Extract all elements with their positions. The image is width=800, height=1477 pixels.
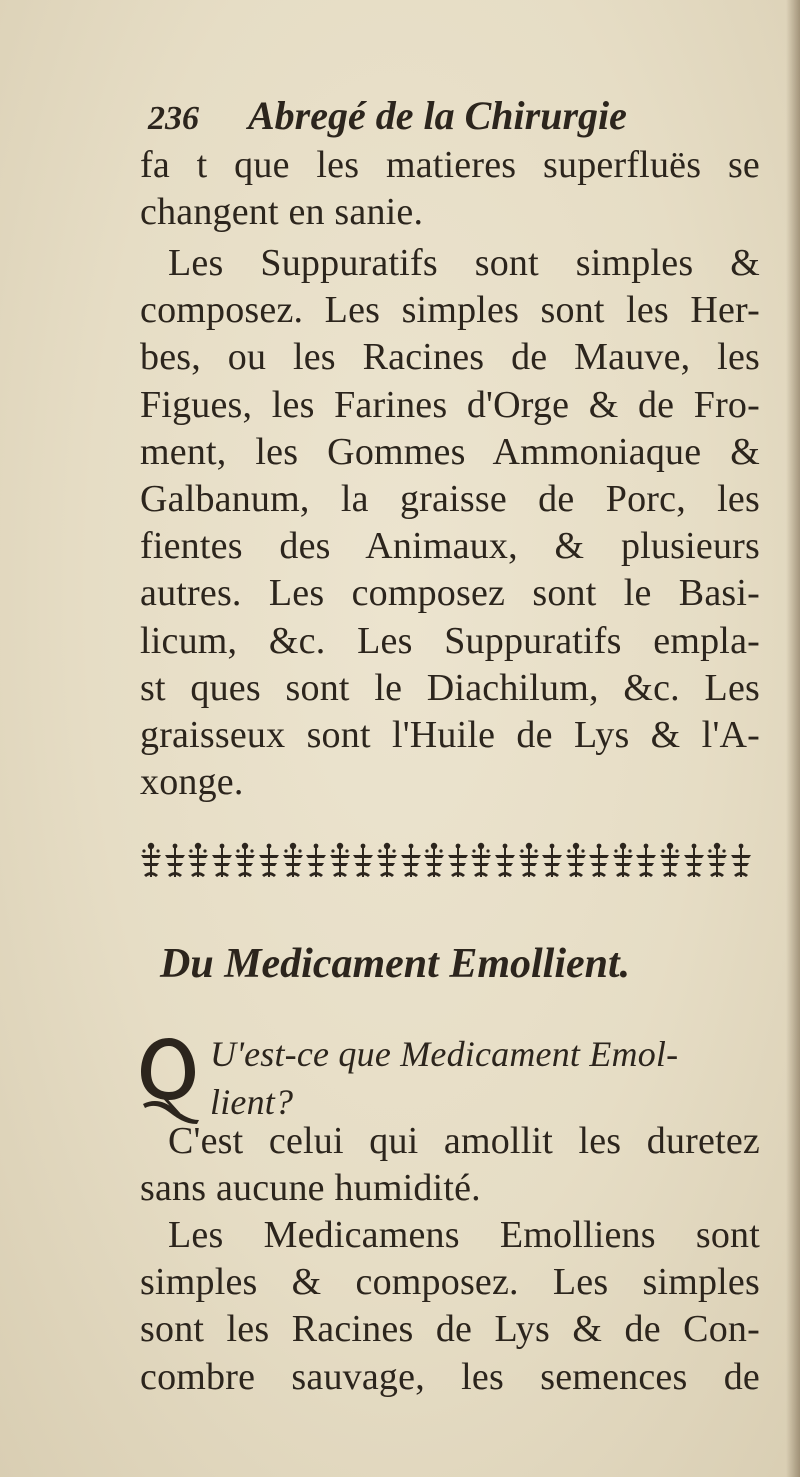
fleuron-ornament-icon — [187, 841, 209, 881]
fleuron-ornament-icon — [400, 841, 422, 881]
fleuron-ornament-icon — [305, 841, 327, 881]
section-title: Du Medicament Emollient. — [160, 941, 631, 987]
fleuron-ornament-icon — [164, 841, 186, 881]
text-line: xonge. — [140, 761, 244, 804]
text-line: simples & composez. Les simples — [140, 1261, 760, 1304]
fleuron-ornament-icon — [541, 841, 563, 881]
answer-paragraph — [140, 1118, 760, 1212]
fleuron-ornament-icon — [423, 841, 445, 881]
top-paragraph — [140, 142, 760, 236]
page-number: 236 — [148, 100, 199, 137]
paragraph-suppuratifs — [140, 240, 760, 806]
paragraph-emolliens — [140, 1212, 760, 1401]
drop-cap-q — [135, 1030, 203, 1126]
fleuron-ornament-icon — [565, 841, 587, 881]
fleuron-ornament-icon — [659, 841, 681, 881]
drop-cap-icon — [135, 1030, 203, 1126]
text-line: Galbanum, la graisse de Porc, les — [140, 477, 760, 520]
fleuron-ornament-icon — [447, 841, 469, 881]
fleuron-ornament-icon — [211, 841, 233, 881]
text-line: combre sauvage, les semences de — [140, 1355, 760, 1398]
running-title: Abregé de la Chirurgie — [248, 93, 627, 138]
fleuron-ornament-icon — [470, 841, 492, 881]
text-line: changent en sanie. — [140, 191, 424, 234]
fleuron-ornament-icon — [730, 841, 752, 881]
fleuron-ornament-icon — [140, 841, 162, 881]
text-line: composez. Les simples sont les Her- — [140, 289, 760, 332]
fleuron-ornament-icon — [234, 841, 256, 881]
text-line: Les Medicamens Emolliens sont — [168, 1214, 760, 1256]
text-line: autres. Les composez sont le Basi- — [140, 572, 760, 615]
fleuron-ornament-icon — [258, 841, 280, 881]
question-line: U'est-ce que Medicament Emol- — [210, 1034, 679, 1074]
fleuron-ornament-icon — [494, 841, 516, 881]
fleuron-ornament-icon — [612, 841, 634, 881]
fleuron-ornament-icon — [352, 841, 374, 881]
text-line: st ques sont le Diachilum, &c. Les — [140, 666, 760, 709]
fleuron-ornament-icon — [588, 841, 610, 881]
fleuron-ornament-icon — [683, 841, 705, 881]
page-edge-shadow — [786, 0, 800, 1477]
text-line: sont les Racines de Lys & de Con- — [140, 1308, 760, 1351]
fleuron-ornament-icon — [518, 841, 540, 881]
fleuron-ornament-icon — [282, 841, 304, 881]
fleuron-ornament-band — [140, 838, 752, 884]
text-line: C'est celui qui amollit les duretez — [168, 1120, 760, 1162]
question-block — [210, 1030, 770, 1126]
fleuron-ornament-icon — [376, 841, 398, 881]
text-line: fientes des Animaux, & plusieurs — [140, 525, 760, 568]
text-line: sans aucune humidité. — [140, 1167, 481, 1210]
question-line: lient? — [210, 1082, 294, 1122]
page-header — [148, 90, 748, 142]
text-line: graisseux sont l'Huile de Lys & l'A- — [140, 713, 760, 756]
text-line: ment, les Gommes Ammoniaque & — [140, 430, 760, 473]
fleuron-ornament-icon — [706, 841, 728, 881]
fleuron-ornament-icon — [635, 841, 657, 881]
text-line: Figues, les Farines d'Orge & de Fro- — [140, 383, 760, 426]
text-line: fa t que les matieres superfluës se — [140, 144, 760, 186]
fleuron-ornament-icon — [329, 841, 351, 881]
text-line: Les Suppuratifs sont simples & — [168, 242, 760, 284]
text-line: bes, ou les Racines de Mauve, les — [140, 336, 760, 379]
text-line: licum, &c. Les Suppuratifs empla- — [140, 619, 760, 662]
